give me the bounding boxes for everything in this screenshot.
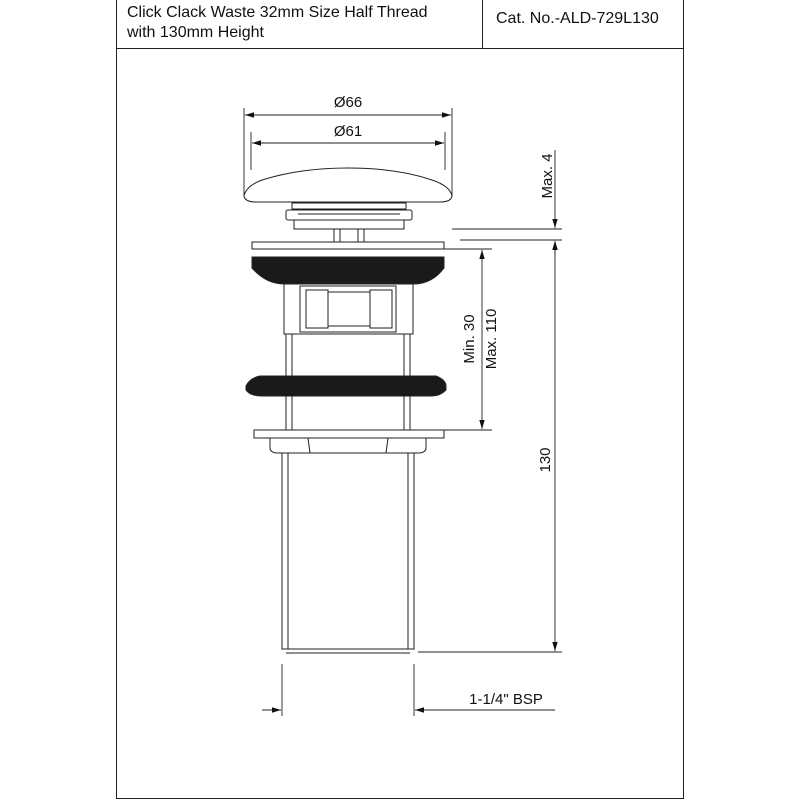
product-title-line-1: Click Clack Waste 32mm Size Half Thread — [127, 4, 428, 21]
dome-cap — [244, 168, 452, 202]
dim-cap-max-label: Max. 4 — [539, 153, 556, 199]
product-title-line-2: with 130mm Height — [127, 24, 264, 41]
backnut — [270, 438, 426, 453]
tail-tube — [282, 453, 414, 649]
thread-tube-upper — [286, 334, 410, 376]
cap-seal — [292, 203, 406, 209]
dim-range-max-label: Max. 110 — [483, 308, 500, 370]
cap-collar — [294, 220, 404, 229]
dim-inner-diameter-label: Ø61 — [333, 123, 363, 140]
dim-range-min-label: Min. 30 — [461, 314, 478, 364]
dim-total-height-label: 130 — [537, 447, 554, 473]
dim-outer-diameter-label: Ø66 — [333, 94, 363, 111]
top-flange — [252, 242, 444, 249]
thread-tube-middle — [286, 396, 410, 430]
dim-thread-label: 1-1/4" BSP — [469, 691, 543, 708]
spindle — [334, 229, 364, 242]
cap-oring — [286, 210, 412, 220]
lower-washer — [246, 376, 446, 396]
upper-washer — [252, 257, 444, 284]
backnut-washer — [254, 430, 444, 438]
waste-body — [244, 168, 452, 653]
catalog-number: Cat. No.-ALD-729L130 — [496, 10, 659, 27]
